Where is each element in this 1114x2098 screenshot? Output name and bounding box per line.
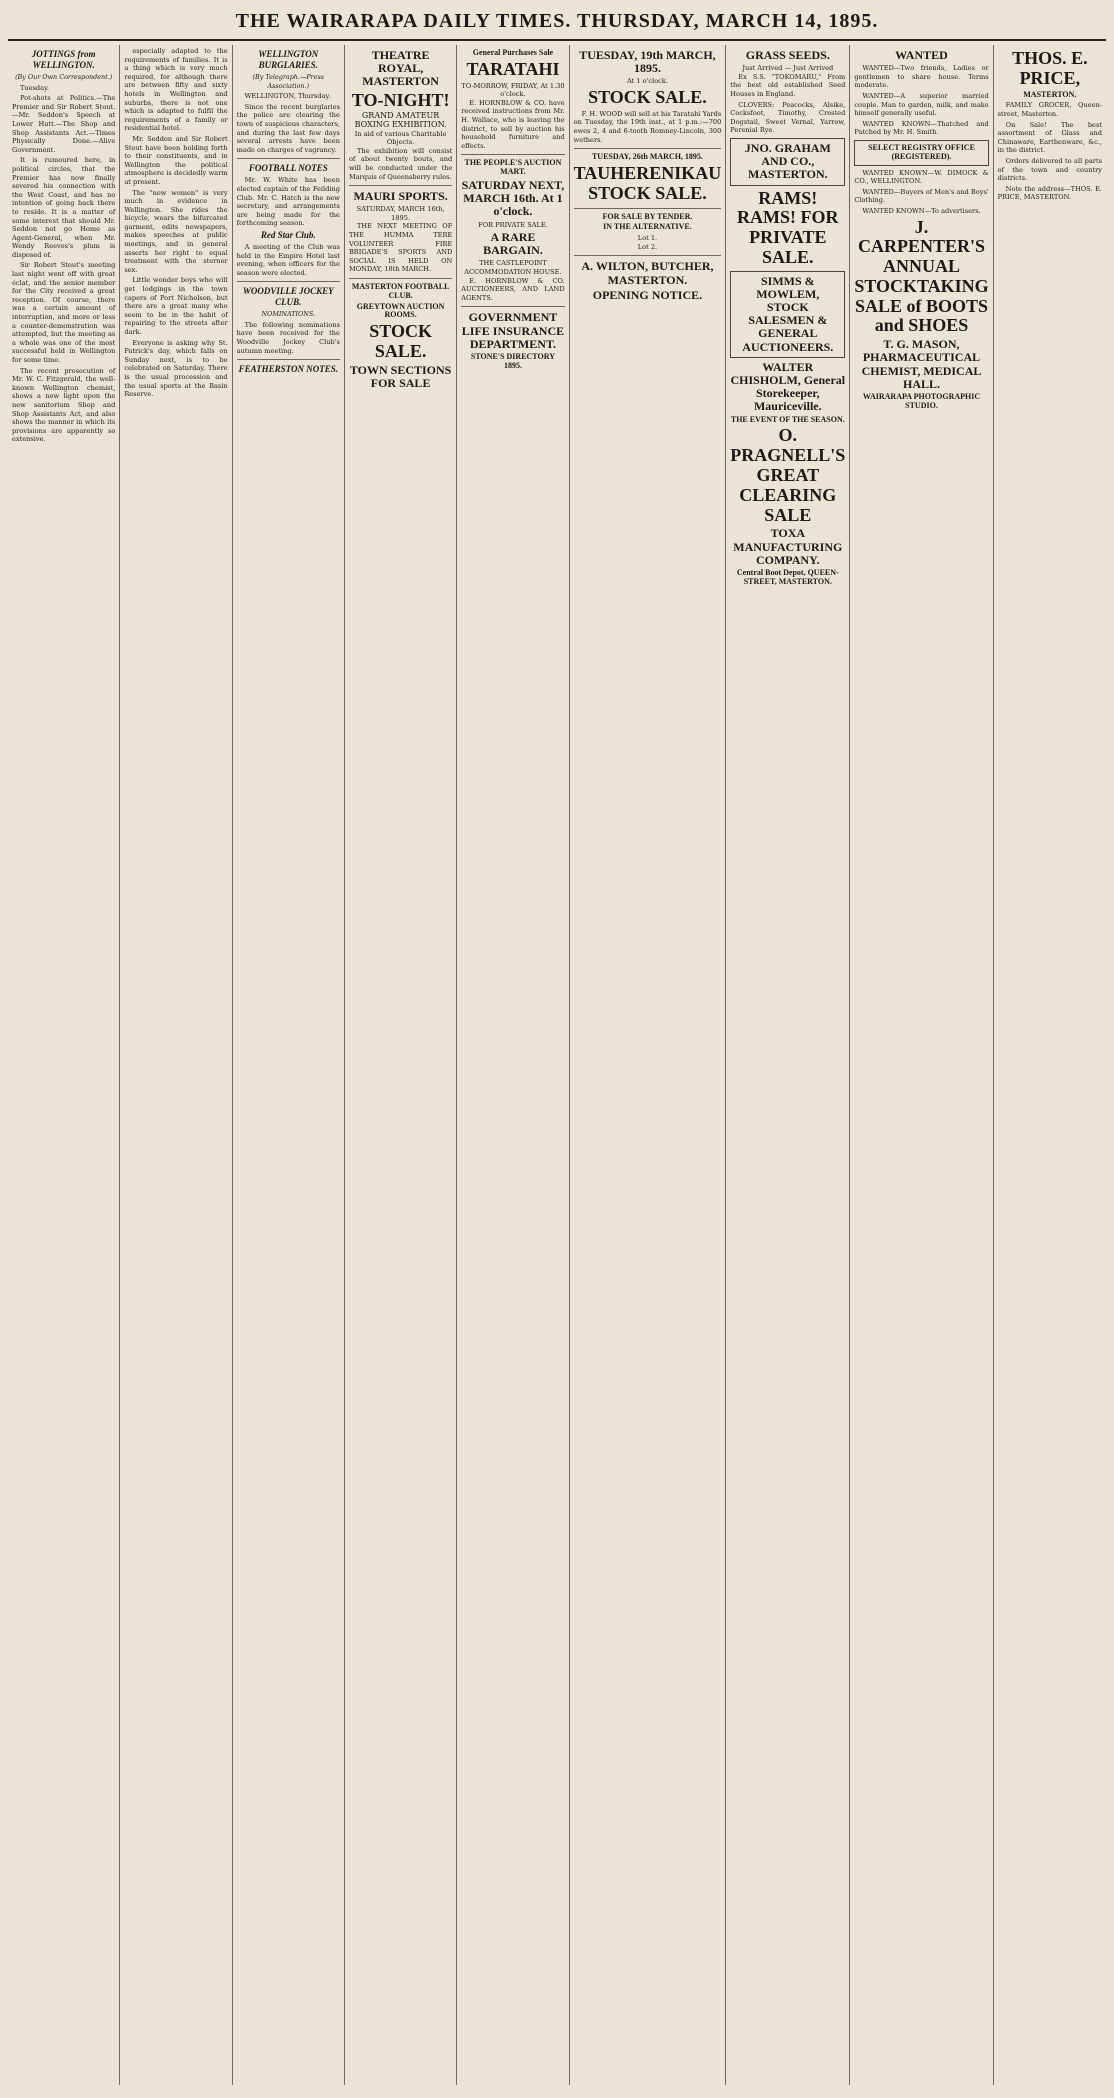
ad-heading: GRASS SEEDS. [745, 48, 830, 62]
paragraph: The following nominations have been received for the Woodville Jockey Club's autumn meeting. [236, 320, 340, 355]
paragraph: Little wonder boys who will get lodgings in the town capers of Port Nicholson, but there are a great many who seem to be in the habit of repairing to the streets after dark. [124, 276, 228, 336]
column-3 [233, 45, 345, 2085]
paragraph: F. H. WOOD will sell at his Taratahi Yards on Tuesday, the 19th inst., at 1 p.m.:—700 ewes 2, 4 and 6-tooth Romney-Lincoln, 300 wethers. [573, 109, 722, 144]
ad-heading: TUESDAY, 19th MARCH, 1895. [579, 48, 716, 76]
column-6 [570, 45, 727, 2085]
column-7 [726, 45, 850, 2085]
column-5 [457, 45, 569, 2085]
ad-line: THE CASTLEPOINT ACCOMMODATION HOUSE. [464, 259, 562, 277]
ad-subheading: TO-NIGHT! [351, 89, 450, 110]
ad-heading: General Purchases Sale [472, 48, 554, 57]
paragraph: Tuesday. [20, 83, 50, 92]
ad-heading: TOWN SECTIONS FOR SALE [349, 362, 452, 391]
ad-heading: STOCK SALE. [588, 86, 707, 107]
ad-heading: WAIRARAPA PHOTOGRAPHIC STUDIO. [862, 392, 981, 410]
paragraph: Mr. W. White has been elected captain of the Feilding Club. Mr. C. Hatch is the new secretary, and arrangements are being made for the forthcoming season. [236, 176, 340, 228]
ad-heading: TOXA MANUFACTURING COMPANY. [733, 526, 843, 567]
column-2 [120, 45, 232, 2085]
paragraph: WELLINGTON, Thursday. [244, 92, 331, 101]
ad-heading: STOCK SALE. [369, 321, 432, 362]
paragraph: A meeting of the Club was held in the Empire Hotel last evening, when officers for the season were elected. [236, 242, 340, 277]
ad-heading: RAMS! RAMS! FOR PRIVATE SALE. [737, 187, 839, 267]
ad-heading: TAUHERENIKAU STOCK SALE. [573, 162, 722, 203]
paragraph: E. HORNBLOW & CO. have received instructions from Mr. H. Wallace, who is leaving the district, to sell by auction his household furniture and effects. [461, 98, 565, 150]
ad-heading: Central Boot Depot, QUEEN-STREET, MASTERTON. [736, 567, 839, 586]
column-subheading: (By Telegraph.—Press Association.) [252, 73, 325, 90]
paragraph: WANTED KNOWN—Thatched and Patched by Mr. H. Smith. [854, 119, 989, 137]
ad-line: TO-MORROW, FRIDAY, At 1.30 o'clock. [461, 81, 565, 99]
divider [574, 255, 722, 256]
divider [461, 154, 564, 155]
ad-heading: A RARE BARGAIN. [483, 230, 543, 258]
ad-heading: MAURI SPORTS. [353, 189, 448, 204]
ad-heading: THE EVENT OF THE SEASON. [730, 414, 845, 424]
ad-line: Lot 1. [637, 234, 658, 243]
paragraph: Everyone is asking why St. Patrick's day, which falls on Sunday next, is to be celebrated on Saturday. There is the usual procession and the usual sports at the Basin Reserve. [124, 338, 228, 399]
column-1 [8, 45, 120, 2085]
paragraph: Pot-shots at Politics.—The Premier and Sir Robert Stout.—Mr. Seddon's Speech at Lower Hutt.—The Shop and Shop Assistants Act.—Times Physically Done.—Alive Government. [12, 94, 116, 154]
ad-heading: SIMMS & MOWLEM, STOCK SALESMEN & GENERAL AUCTIONEERS. [730, 271, 845, 358]
section-heading: WOODVILLE JOCKEY CLUB. [242, 286, 334, 308]
divider [237, 158, 340, 159]
paragraph: WANTED—Buyers of Men's and Boys' Clothing. [854, 187, 989, 205]
paragraph: Note the address—THOS. E. PRICE, MASTERTON. [997, 184, 1102, 202]
paragraph: Ex S.S. "TOKOMARU," From the best old established Seed Houses in England. [730, 72, 846, 98]
ad-heading: FOR SALE BY TENDER. [602, 211, 693, 221]
paragraph: The exhibition will consist of about twenty bouts, and will be conducted under the Marquis of Queensberry rules. [348, 146, 453, 181]
paragraph: WANTED—Two friends, Ladies or gentlemen to share house. Terms moderate. [854, 64, 989, 90]
section-heading: Red Star Club. [260, 229, 316, 240]
column-4 [345, 45, 457, 2085]
ad-subheading: MASTERTON. [1023, 89, 1077, 99]
divider [461, 306, 564, 307]
column-9 [994, 45, 1106, 2085]
divider [237, 281, 340, 282]
ad-heading: STONE'S DIRECTORY 1895. [470, 352, 555, 370]
paragraph: Sir Robert Stout's meeting last night went off with great éclat, and the senior member for the City received a great reception. Of course, there was a certain amount of interruption, and more or less a counter-demonstration was attempted, but the meeting as a whole was one of the most successful held in Wellington for some time. [12, 261, 116, 364]
divider [574, 208, 722, 209]
column-heading: WELLINGTON BURGLARIES. [258, 49, 319, 70]
column-subheading: (By Our Own Correspondent.) [15, 73, 113, 81]
ad-subheading: TARATAHI [466, 58, 560, 79]
ad-heading: MASTERTON FOOTBALL CLUB. [351, 282, 450, 300]
ad-heading: TUESDAY, 26th MARCH, 1895. [591, 152, 703, 162]
columns-grid [8, 45, 1106, 2085]
paragraph: FAMILY GROCER, Queen-street, Masterton. [997, 101, 1102, 118]
paragraph: WANTED KNOWN—W. DIMOCK & CO., WELLINGTON. [854, 168, 989, 186]
ad-heading: A. WILTON, BUTCHER, MASTERTON. [581, 259, 714, 287]
ad-heading: THOS. E. PRICE, [1012, 48, 1088, 88]
paragraph: E. HORNBLOW & CO. AUCTIONEERS, AND LAND AGENTS. [461, 276, 565, 302]
column-8 [850, 45, 993, 2085]
ad-heading: JNO. GRAHAM AND CO., MASTERTON. [730, 138, 845, 186]
ad-heading: GREYTOWN AUCTION ROOMS. [356, 301, 445, 320]
ad-line: At 1 o'clock. [626, 77, 668, 86]
ad-heading: T. G. MASON, PHARMACEUTICAL CHEMIST, MEDICAL HALL. [861, 337, 982, 391]
ad-heading: O. PRAGNELL'S GREAT CLEARING SALE [730, 425, 846, 525]
column-heading: JOTTINGS from WELLINGTON. [31, 49, 96, 70]
paragraph: WANTED—A superior married couple. Man to garden, milk, and make himself generally useful. [854, 91, 989, 118]
ad-line: Just Arrived — Just Arrived [742, 64, 834, 73]
paragraph: THE NEXT MEETING OF THE HUMMA TERE VOLUNTEER FIRE BRIGADE'S SPORTS AND SOCIAL IS HELD ON MONDAY, 18th MARCH. [348, 222, 453, 274]
section-heading: FEATHERSTON NOTES. [238, 364, 338, 375]
ad-heading: WANTED [895, 48, 948, 62]
ad-heading: OPENING NOTICE. [592, 287, 703, 302]
ad-heading: SATURDAY NEXT, MARCH 16th. At 1 o'clock. [461, 177, 565, 219]
paragraph: Mr. Seddon and Sir Robert Stout have been holding forth to their constituents, and in Wellington the political atmosphere is decidedly warm at present. [124, 134, 228, 186]
section-heading: FOOTBALL NOTES [248, 163, 328, 174]
divider [349, 185, 452, 186]
ad-heading: J. CARPENTER'S ANNUAL STOCKTAKING SALE of BOOTS and SHOES [854, 216, 989, 336]
divider [574, 148, 722, 149]
ad-line: FOR PRIVATE SALE. [478, 220, 548, 229]
ad-heading: GOVERNMENT LIFE INSURANCE DEPARTMENT. [461, 310, 565, 351]
ad-heading: THEATRE ROYAL, MASTERTON [362, 48, 439, 89]
ad-heading: THE PEOPLE'S AUCTION MART. [464, 158, 562, 177]
paragraph: Since the recent burglaries the police are clearing the town of suspicious characters, and during the last few days several arrests have been made on charges of vagrancy. [236, 102, 340, 154]
paragraph: On Sale! The best assortment of Glass and Chinaware, Earthenware, &c., in the district. [997, 120, 1102, 155]
masthead: THE WAIRARAPA DAILY TIMES. THURSDAY, MARCH 14, 1895. [8, 10, 1106, 41]
ad-line: Lot 2. [637, 242, 658, 251]
divider [349, 278, 452, 279]
paragraph: The "new women" is very much in evidence in Wellington. She rides the bicycle, wears the bifurcated garment, edits newspapers, makes speeches at public meetings, and in general asserts her right to equal treatment with the sterner sex. [124, 188, 228, 274]
divider [237, 359, 340, 360]
ad-heading: IN THE ALTERNATIVE. [603, 222, 692, 232]
ad-line: SATURDAY, MARCH 16th, 1895. [356, 205, 445, 222]
section-subheading: NOMINATIONS. [261, 310, 316, 319]
paragraph: CLOVERS: Peacocks, Alsike, Cocksfoot, Timothy, Crested Dogstail, Sweet Vernal, Yarrow, Perenial Rye. [730, 100, 846, 135]
paragraph: especially adapted to the requirements of families. It is a thing which is very much required, for although there are between fifty and sixty hotels in Wellington and suburbs, there is not one which is adapted to fulfil the requirements of a family or residential hotel. [124, 47, 228, 133]
paragraph: WANTED KNOWN—To advertisers. [862, 206, 981, 215]
paragraph: Orders delivered to all parts of the town and country districts. [997, 156, 1102, 183]
paragraph: The recent prosecution of Mr. W. C. Fitzgerald, the well-known Wellington chemist, shows a new light upon the new sanitorium Shop and Shop Assistants Act, and also shows the manner in which its provisions are apparently so extensive. [12, 366, 116, 444]
ad-line: GRAND AMATEUR BOXING EXHIBITION. [354, 111, 447, 129]
paragraph: It is rumoured here, in political circles, that the Premier has now finally severed his connection with the West Coast, and has no intention of going back there to reside. It is a matter of some interest that should Mr. Seddon not go Home as Agent-General, when Mr. Wendy Reeves's plum is disposed of. [12, 156, 116, 259]
ad-line: In aid of various Charitable Objects. [354, 129, 447, 147]
ad-heading: WALTER CHISHOLM, General Storekeeper, Mauriceville. [730, 359, 846, 414]
ad-heading: SELECT REGISTRY OFFICE (REGISTERED). [854, 140, 988, 166]
